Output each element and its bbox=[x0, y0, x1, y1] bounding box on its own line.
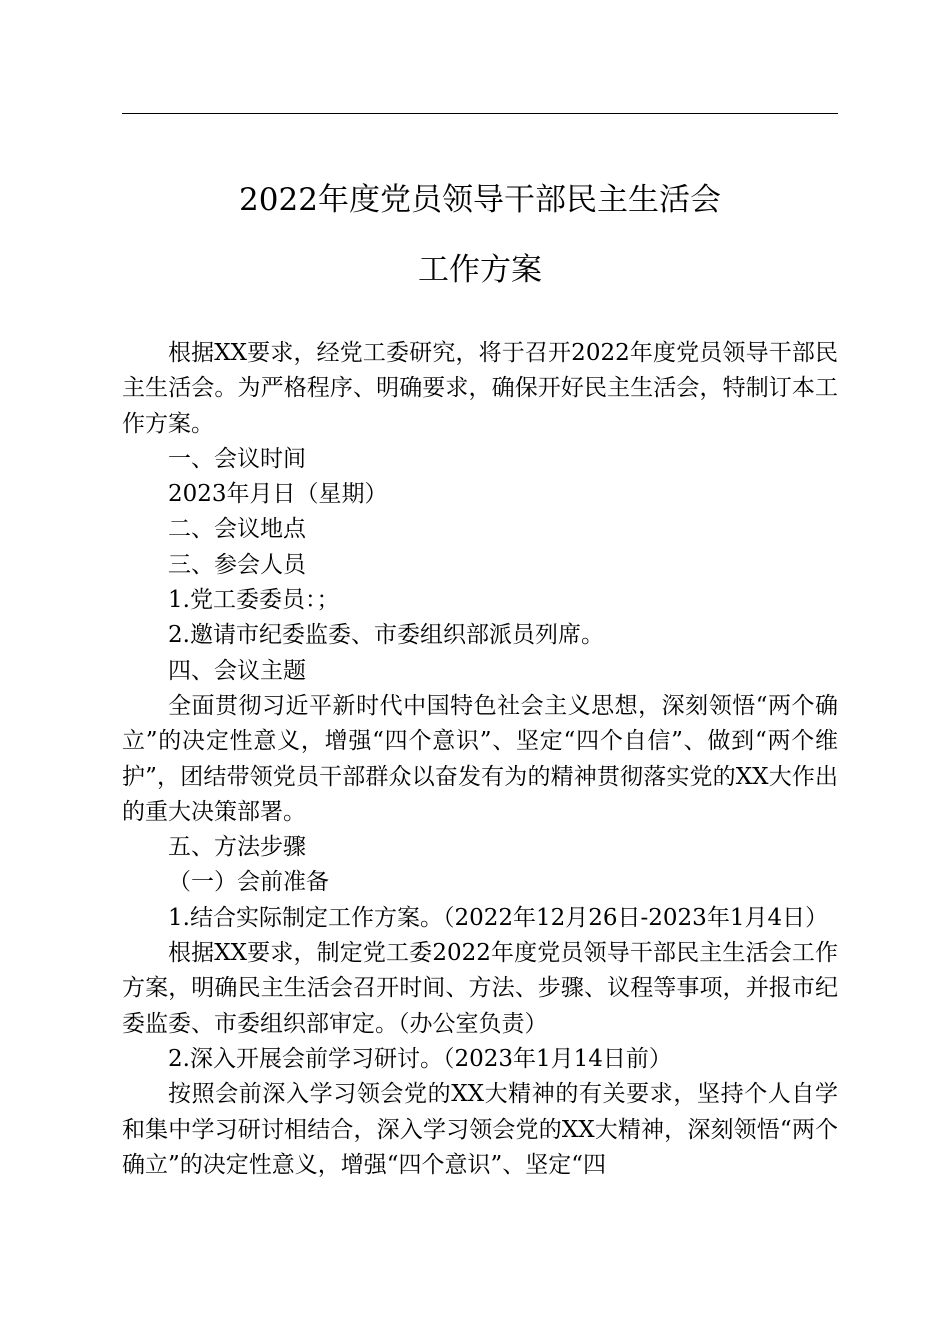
paragraph-step-1: 1.结合实际制定工作方案。（2022年12月26日-2023年1月4日） bbox=[168, 904, 829, 931]
paragraph-attendees-1: 1.党工委委员：； bbox=[168, 587, 340, 614]
document-title-line-1: 2022年度党员领导干部民主生活会 bbox=[239, 182, 721, 218]
heading-meeting-location: 二、会议地点 bbox=[168, 516, 306, 543]
heading-meeting-theme: 四、会议主题 bbox=[168, 657, 306, 684]
heading-attendees: 三、参会人员 bbox=[168, 551, 306, 578]
paragraph-step-2-detail: 按照会前深入学习领会党的XX大精神的有关要求，坚持个人自学和集中学习研讨相结合，深入学习领会党的XX大精神，深刻领悟“两个确立”的决定性意义，增强“四个意识”、坚定“四 bbox=[122, 1081, 838, 1178]
paragraph-step-2: 2.深入开展会前学习研讨。（2023年1月14日前） bbox=[168, 1045, 672, 1072]
header-rule bbox=[122, 113, 838, 114]
paragraph-intro: 根据XX要求，经党工委研究，将于召开2022年度党员领导干部民主生活会。为严格程序、明确要求，确保开好民主生活会，特制订本工作方案。 bbox=[122, 340, 838, 437]
paragraph-theme: 全面贯彻习近平新时代中国特色社会主义思想，深刻领悟“两个确立”的决定性意义，增强“四个意识”、坚定“四个自信”、做到“两个维护”，团结带领党员干部群众以奋发有为的精神贯彻落实党的XX大作出的重大决策部署。 bbox=[122, 692, 838, 825]
document-title-line-2: 工作方案 bbox=[418, 252, 542, 288]
paragraph-meeting-date: 2023年月日（星期） bbox=[168, 481, 388, 508]
paragraph-step-1-detail: 根据XX要求，制定党工委2022年度党员领导干部民主生活会工作方案，明确民主生活会召开时间、方法、步骤、议程等事项，并报市纪委监委、市委组织部审定。（办公室负责） bbox=[122, 940, 838, 1037]
subheading-preparation: （一）会前准备 bbox=[168, 869, 329, 896]
heading-method-steps: 五、方法步骤 bbox=[168, 834, 306, 861]
paragraph-attendees-2: 2.邀请市纪委监委、市委组织部派员列席。 bbox=[168, 622, 604, 649]
heading-meeting-time: 一、会议时间 bbox=[168, 445, 306, 472]
document-body bbox=[122, 336, 838, 1183]
